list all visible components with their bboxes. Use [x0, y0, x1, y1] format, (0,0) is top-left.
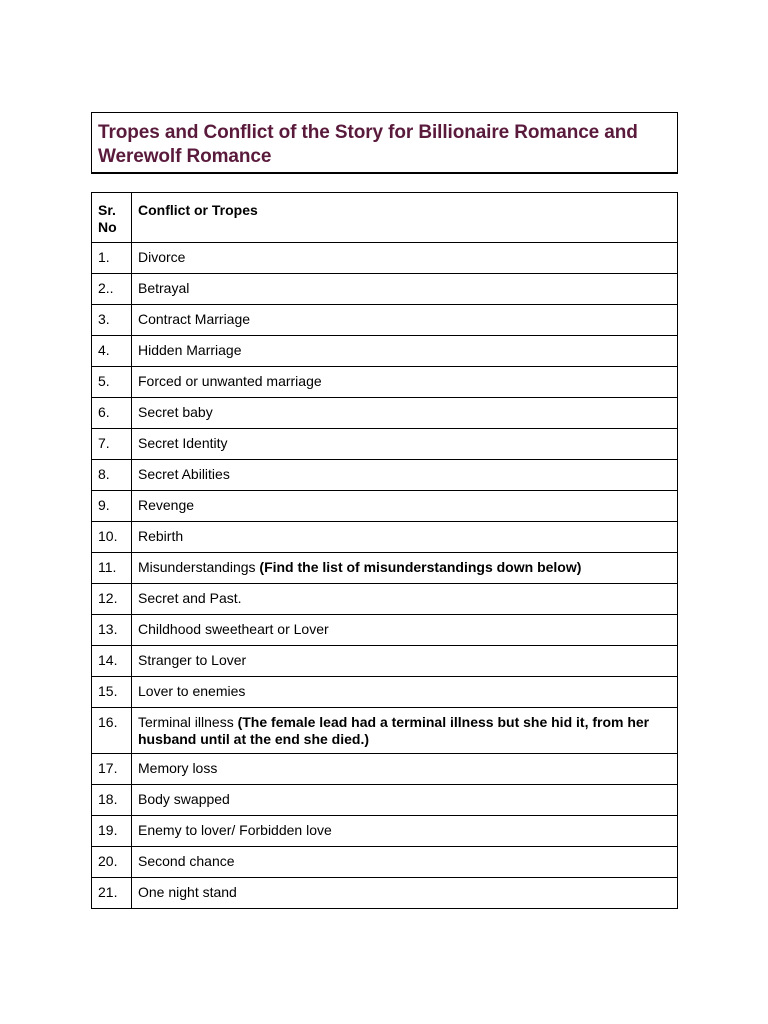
- row-trope-cell: [132, 584, 678, 615]
- trope-name: Childhood sweetheart or Lover: [138, 621, 329, 637]
- trope-name: Body swapped: [138, 791, 230, 807]
- trope-name: Secret baby: [138, 404, 213, 420]
- table-row: [92, 754, 678, 785]
- table-row: [92, 878, 678, 909]
- trope-name: Misunderstandings: [138, 559, 256, 575]
- row-number: 20.: [92, 847, 132, 878]
- table-row: [92, 816, 678, 847]
- row-trope-cell: [132, 491, 678, 522]
- table-row: [92, 243, 678, 274]
- row-number: 10.: [92, 522, 132, 553]
- row-number: 9.: [92, 491, 132, 522]
- table-body: [92, 243, 678, 909]
- trope-name: Lover to enemies: [138, 683, 246, 699]
- table-row: [92, 429, 678, 460]
- row-number: 19.: [92, 816, 132, 847]
- row-trope-cell: [132, 522, 678, 553]
- table-header-row: [92, 193, 678, 243]
- table-row: [92, 708, 678, 754]
- table-row: [92, 460, 678, 491]
- table-row: [92, 677, 678, 708]
- row-number: 1.: [92, 243, 132, 274]
- table-row: [92, 305, 678, 336]
- header-conflict-or-tropes: Conflict or Tropes: [132, 193, 678, 243]
- row-trope-cell: [132, 429, 678, 460]
- table-row: [92, 398, 678, 429]
- trope-name: Revenge: [138, 497, 195, 513]
- trope-name: Rebirth: [138, 528, 184, 544]
- row-trope-cell: [132, 878, 678, 909]
- trope-note: (Find the list of misunderstandings down below): [259, 559, 582, 575]
- table-row: [92, 522, 678, 553]
- row-trope-cell: [132, 816, 678, 847]
- trope-name: Divorce: [138, 249, 186, 265]
- row-trope-cell: [132, 646, 678, 677]
- row-number: 21.: [92, 878, 132, 909]
- document-title: Tropes and Conflict of the Story for Billionaire Romance and Werewolf Romance: [98, 122, 638, 167]
- table-row: [92, 367, 678, 398]
- row-trope-cell: [132, 274, 678, 305]
- table-row: [92, 785, 678, 816]
- row-trope-cell: [132, 754, 678, 785]
- row-number: 11.: [92, 553, 132, 584]
- row-number: 14.: [92, 646, 132, 677]
- row-trope-cell: [132, 367, 678, 398]
- trope-name: Enemy to lover/ Forbidden love: [138, 822, 332, 838]
- table-row: [92, 553, 678, 584]
- trope-name: Memory loss: [138, 760, 218, 776]
- trope-name: Forced or unwanted marriage: [138, 373, 322, 389]
- row-number: 15.: [92, 677, 132, 708]
- table-row: [92, 847, 678, 878]
- row-number: 17.: [92, 754, 132, 785]
- row-number: 6.: [92, 398, 132, 429]
- row-trope-cell: [132, 785, 678, 816]
- row-number: 2..: [92, 274, 132, 305]
- table-row: [92, 615, 678, 646]
- trope-name: One night stand: [138, 884, 237, 900]
- row-number: 16.: [92, 708, 132, 754]
- trope-name: Secret and Past.: [138, 590, 242, 606]
- row-number: 13.: [92, 615, 132, 646]
- table-row: [92, 491, 678, 522]
- trope-note: (The female lead had a terminal illness but she hid it, from her husband until at the end she died.): [138, 714, 650, 747]
- row-trope-cell: [132, 460, 678, 491]
- table-row: [92, 274, 678, 305]
- row-trope-cell: [132, 553, 678, 584]
- row-number: 4.: [92, 336, 132, 367]
- row-trope-cell: [132, 243, 678, 274]
- row-trope-cell: [132, 708, 678, 754]
- title-box: [91, 112, 678, 174]
- table-row: [92, 646, 678, 677]
- trope-name: Terminal illness: [138, 714, 234, 730]
- row-trope-cell: [132, 336, 678, 367]
- trope-name: Stranger to Lover: [138, 652, 247, 668]
- row-trope-cell: [132, 398, 678, 429]
- trope-name: Secret Identity: [138, 435, 228, 451]
- header-sr-no: Sr. No: [92, 193, 132, 243]
- trope-name: Contract Marriage: [138, 311, 251, 327]
- row-trope-cell: [132, 847, 678, 878]
- row-number: 5.: [92, 367, 132, 398]
- trope-name: Second chance: [138, 853, 235, 869]
- table-row: [92, 336, 678, 367]
- row-trope-cell: [132, 305, 678, 336]
- trope-name: Hidden Marriage: [138, 342, 242, 358]
- trope-name: Secret Abilities: [138, 466, 230, 482]
- row-number: 18.: [92, 785, 132, 816]
- tropes-table: [91, 192, 678, 909]
- row-number: 3.: [92, 305, 132, 336]
- trope-name: Betrayal: [138, 280, 190, 296]
- row-trope-cell: [132, 615, 678, 646]
- row-number: 7.: [92, 429, 132, 460]
- table-row: [92, 584, 678, 615]
- row-number: 8.: [92, 460, 132, 491]
- row-number: 12.: [92, 584, 132, 615]
- row-trope-cell: [132, 677, 678, 708]
